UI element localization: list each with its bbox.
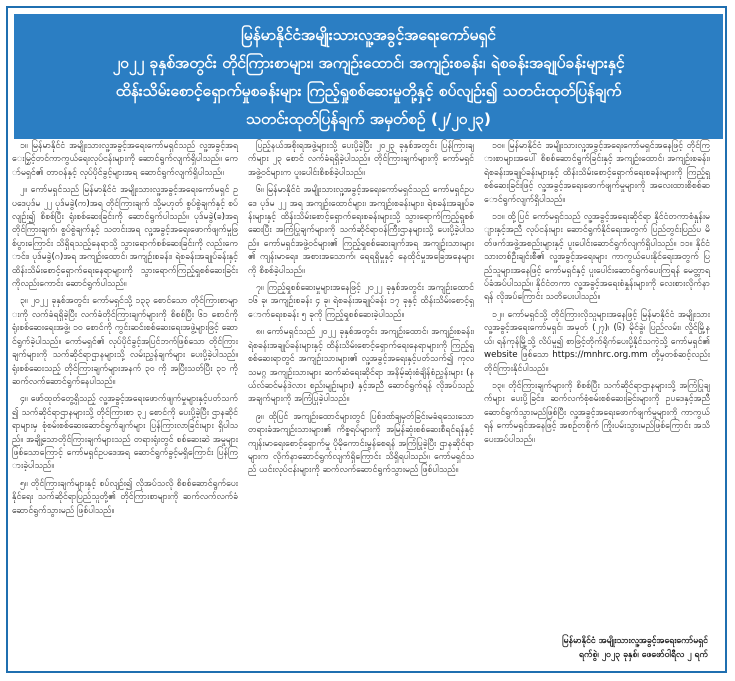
paragraph: ၂။ ကော်မရှင်သည် မြန်မာနိုင်ငံ အမျိုးသားလူ့အခွင့်အရေးကော်မရှင် ဥပဒေပုဒ်မ ၂၂ ပုဒ်မခွဲ(က)အရ တိုင်ကြားချက် သို့မဟုတ် စွပ်စွဲချက်နှင့် စပ်လျဉ်း၍ စိစစ်ပြီး ရုံးစစ်ဆေးခြင်းကို ဆောင်ရွက်ပါသည်။ ပုဒ်မခွဲ(ခ)အရ တိုင်ကြားချက်၊ စွပ်စွဲချက်နှင့် သတင်းအရ လူ့အခွင့်အရေးဖောက်ဖျက်မှုဖြစ်ပွားကြောင်း သိရှိရသည့်နေရာသို့ သွားရောက်စစ်ဆေးခြင်းကို လည်းကောင်း၊ ပုဒ်မခွဲ(ဂ)အရ အကျဉ်းထောင်၊ အကျဉ်းစခန်း၊ ရဲစခန်းအချုပ်ခန်းနှင့် ထိန်းသိမ်းစောင့်ရှောက်ရေးနေရာများကို သွားရောက်ကြည့်ရှုစစ်ဆေးခြင်းကိုလည်းကောင်း ဆောင်ရွက်ပါသည်။ <box>12 185 238 290</box>
paragraph: ၁၀။ မြန်မာနိုင်ငံ အမျိုးသားလူ့အခွင့်အရေးကော်မရှင်အနေဖြင့် တိုင်ကြားစာများအပေါ် စိစစ်ဆောင်ရွက်ခြင်းနှင့် အကျဉ်းထောင်၊ အကျဉ်းစခန်း၊ ရဲစခန်းအချုပ်ခန်းများနှင့် ထိန်းသိမ်းစောင့်ရှောက်ရေးစခန်းများကို ကြည့်ရှုစစ်ဆေးခြင်းဖြင့် လူ့အခွင့်အရေးဖောက်ဖျက်မှုများကို အလေးထားစိစစ်ဆောင်ရွက်လျက်ရှိပါသည်။ <box>484 141 710 205</box>
paragraph: ၄။ ဖော်ထုတ်တွေ့ရှိသည့် လူ့အခွင့်အရေးဖောက်ဖျက်မှုများနှင့်ပတ်သက်၍ သက်ဆိုင်ရာဌာနများသို့ တိုင်ကြားစာ ၃၂ စောင်ကို ပေးပို့ခဲ့ပြီး ဌာနဆိုင်ရာများမှ စုံစမ်းစစ်ဆေးဆောင်ရွက်ချက်များ ပြန်ကြားလာခြင်းများ ရှိပါသည်။ အချို့သောတိုင်ကြားချက်များသည် တရားရုံးတွင် စစ်ဆေးဆဲ အမှုများဖြစ်သောကြောင့် ကော်မရှင်ဥပဒေအရ ဆောင်ရွက်ခွင့်မရှိကြောင်း ပြန်ကြားခဲ့ပါသည်။ <box>12 394 238 472</box>
paragraph: ၁၂။ ကော်မရှင်သို့ တိုင်ကြားလိုသူများအနေဖြင့် မြန်မာနိုင်ငံ အမျိုးသားလူ့အခွင့်အရေးကော်မရှင်၊ အမှတ် (၂၇)၊ (၆) မိုင်ခွဲ၊ ပြည်လမ်း၊ လှိုင်မြို့နယ်၊ ရန်ကုန်မြို့သို့ လိပ်မူ၍ စာဖြင့်တိုက်ရိုက်ပေးပို့နိုင်သကဲ့သို့ ကော်မရှင်၏ website ဖြစ်သော https://mnhrc.org.mm တို့မှတစ်ဆင့်လည်း တိုင်ကြားနိုင်ပါသည်။ <box>484 309 710 374</box>
paragraph: ပြည့်နယ်အစိုးရအဖွဲ့များသို့ ပေးပို့ခဲ့ပြီး ၂၀၂၃ ခုနှစ်အတွင်း ပြန်ကြားချက်များ ၂၃ စောင် လက်ခံရရှိခဲ့ပါသည်။ တိုင်ကြားချက်များကို ကော်မရှင်အဖွဲ့ဝင်များက ပူးပေါင်းစိစစ်ခဲ့ပါသည်။ <box>248 141 474 178</box>
header-line-2: ၂၀၂၂ ခုနှစ်အတွင်း တိုင်ကြားစာများ၊ အကျဉ်းထောင်၊ အကျဉ်းစခန်း၊ ရဲစခန်းအချုပ်ခန်းများနှင့် <box>112 54 625 72</box>
signature-block <box>482 634 708 662</box>
paragraph: ၇။ ကြည့်ရှုစစ်ဆေးမှုများအနေဖြင့် ၂၀၂၂ ခုနှစ်အတွင်း အကျဉ်းထောင် ၁၆ ခု၊ အကျဉ်းစခန်း ၄ ခု၊ ရဲစခန်းအချုပ်ခန်း ၁၇ ခုနှင့် ထိန်းသိမ်းစောင့်ရှောက်ရေးစခန်း ၅ ခုကို ကြည့်ရှုစစ်ဆေးခဲ့ပါသည်။ <box>248 283 474 320</box>
press-release-body <box>12 140 711 664</box>
header-line-3: ထိန်းသိမ်းစောင့်ရှောက်မှုစခန်းများ ကြည့်ရှုစစ်ဆေးမှုတို့နှင့် စပ်လျဉ်း၍ သတင်းထုတ်ပြန်ချက် <box>115 82 622 100</box>
paragraph: ၁။ မြန်မာနိုင်ငံ အမျိုးသားလူ့အခွင့်အရေးကော်မရှင်သည် လူ့အခွင့်အရေးမြှင့်တင်ကာကွယ်ရေးလုပ်ငန်းများကို ဆောင်ရွက်လျက်ရှိပါသည်။ ကော်မရှင်၏ တာဝန်နှင့် လုပ်ပိုင်ခွင့်များအရ ဆောင်ရွက်လျက်ရှိပါသည်။ <box>12 141 238 178</box>
paragraph: ၁၃။ တိုင်ကြားချက်များကို စိစစ်ပြီး သက်ဆိုင်ရာဌာနများသို့ အကြံပြုချက်များ ပေးပို့ခြင်း၊ ဆက်လက်စုံစမ်းစစ်ဆေးခြင်းများကို ဥပဒေနှင့်အညီ ဆောင်ရွက်သွားမည်ဖြစ်ပြီး လူ့အခွင့်အရေးဖောက်ဖျက်မှုများကို ကာကွယ်ရန် ကော်မရှင်အနေဖြင့် အစဉ်တစိုက် ကြိုးပမ်းသွားမည်ဖြစ်ကြောင်း အသိပေးအပ်ပါသည်။ <box>484 380 710 445</box>
text-column-2 <box>248 140 474 664</box>
signature-date: ရက်စွဲ၊ ၂၀၂၃ ခုနှစ်၊ ဖေဖော်ဝါရီလ ၂ ရက် <box>578 650 708 660</box>
paragraph: ၁၁။ ထို့ပြင် ကော်မရှင်သည် လူ့အခွင့်အရေးဆိုင်ရာ နိုင်ငံတကာစံနှုန်းများနှင့်အညီ လုပ်ငန်းများ ဆောင်ရွက်နိုင်ရေးအတွက် ပြည်တွင်းပြည်ပ မိတ်ဖက်အဖွဲ့အစည်းများနှင့် ပူးပေါင်းဆောင်ရွက်လျက်ရှိပါသည်။ ၁၁။ နိုင်ငံသားတစ်ဦးချင်းစီ၏ လူ့အခွင့်အရေးများ ကာကွယ်ပေးနိုင်ရေးအတွက် ပြည်သူများအနေဖြင့် ကော်မရှင်နှင့် ပူးပေါင်းဆောင်ရွက်ပေးကြရန် မေတ္တာရပ်ခံအပ်ပါသည်။ နိုင်ငံတကာ လူ့အခွင့်အရေးစံနှုန်းများကို လေးစားလိုက်နာရန် လိုအပ်ကြောင်း သတိပေးပါသည်။ <box>484 212 710 303</box>
signature-org: မြန်မာနိုင်ငံ အမျိုးသားလူ့အခွင့်အရေးကော်မရှင် <box>562 636 708 646</box>
paragraph: ၅။ တိုင်ကြားချက်များနှင့် စပ်လျဉ်း၍ လိုအပ်သလို စိစစ်ဆောင်ရွက်ပေးနိုင်ရေး သက်ဆိုင်ရာပြည်သူတို့၏ တိုင်ကြားစာများကို ဆက်လက်လက်ခံဆောင်ရွက်သွားမည် ဖြစ်ပါသည်။ <box>12 478 238 516</box>
header-line-4: သတင်းထုတ်ပြန်ချက် အမှတ်စဉ် (၂/၂၀၂၃) <box>246 110 491 128</box>
paragraph: ၆။ မြန်မာနိုင်ငံ အမျိုးသားလူ့အခွင့်အရေးကော်မရှင်သည် ကော်မရှင်ဥပဒေ ပုဒ်မ ၂၂ အရ အကျဉ်းထောင်များ၊ အကျဉ်းစခန်းများ၊ ရဲစခန်းအချုပ်ခန်းများနှင့် ထိန်းသိမ်းစောင့်ရှောက်ရေးစခန်းများသို့ သွားရောက်ကြည့်ရှုစစ်ဆေးပြီး အကြံပြုချက်များကို သက်ဆိုင်ရာဝန်ကြီးဌာနများသို့ ပေးပို့ခဲ့ပါသည်။ ကော်မရှင်အဖွဲ့ဝင်များ၏ ကြည့်ရှုစစ်ဆေးချက်အရ အကျဉ်းသားများ၏ ကျန်းမာရေး၊ အစားအသောက်၊ ရေရရှိမှုနှင့် နေထိုင်မှုအခြေအနေများကို စိစစ်ခဲ့ပါသည်။ <box>248 185 474 276</box>
paragraph: ၃။ ၂၀၂၂ ခုနှစ်အတွင်း ကော်မရှင်သို့ ၁၃၃ စောင်သော တိုင်ကြားစာများကို လက်ခံရရှိခဲ့ပြီး လက်ခံတိုင်ကြားချက်များကို စိစစ်ပြီး ၆၁ စောင်ကို ရုံးစစ်ဆေးရေးအဖွဲ့၊ ၁၀ စောင်ကို ကွင်းဆင်းစစ်ဆေးရေးအဖွဲ့များဖြင့် ဆောင်ရွက်ခဲ့ပါသည်။ ကော်မရှင်၏ လုပ်ပိုင်ခွင့်အပြင်ဘက်ဖြစ်သော တိုင်ကြားချက်များကို သက်ဆိုင်ရာဌာနများသို့ လမ်းညွှန်ချက်များ ပေးပို့ခဲ့ပါသည်။ ရုံးစစ်ဆေးသည့် တိုင်ကြားချက်များအနက် ၃၀ ကို အပြီးသတ်ပြီး ၃၁ ကို ဆက်လက်ဆောင်ရွက်နေပါသည်။ <box>12 296 238 387</box>
paragraph: ၈။ ကော်မရှင်သည် ၂၀၂၂ ခုနှစ်အတွင်း အကျဉ်းထောင်၊ အကျဉ်းစခန်း၊ ရဲစခန်းအချုပ်ခန်းများနှင့် ထိန်းသိမ်းစောင့်ရှောက်ရေးနေရာများကို ကြည့်ရှုစစ်ဆေးရာတွင် အကျဉ်းသားများ၏ လူ့အခွင့်အရေးနှင့်ပတ်သက်၍ ကုလသမဂ္ဂ အကျဉ်းသားများ ဆက်ဆံရေးဆိုင်ရာ အနိမ့်ဆုံးစံချိန်စံညွှန်းများ (နယ်လ်ဆင်မန်ဒဲလား စည်းမျဉ်းများ) နှင့်အညီ ဆောင်ရွက်ရန် လိုအပ်သည့်အချက်များကို အကြံပြုခဲ့ပါသည်။ <box>248 327 474 405</box>
text-column-3 <box>484 140 710 664</box>
press-release-header <box>14 14 723 139</box>
paragraph: ၉။ ထိုပြင် အကျဉ်းထောင်များတွင် ပြစ်ဒဏ်ချမှတ်ခြင်းမခံရသေးသော တရားခံအကျဉ်းသားများ၏ ကိစ္စရပ်များကို အမြန်ဆုံးစစ်ဆေးစီရင်ရန်နှင့် ကျန်းမာရေးစောင့်ရှောက်မှု ပိုမိုကောင်းမွန်စေရန် အကြံပြုခဲ့ပြီး ဌာနဆိုင်ရာများက လိုက်နာဆောင်ရွက်လျက်ရှိကြောင်း သိရှိရပါသည်။ ကော်မရှင်သည် ယင်းလုပ်ငန်းများကို ဆက်လက်ဆောင်ရွက်သွားမည် ဖြစ်ပါသည်။ <box>248 411 474 476</box>
text-column-1 <box>12 140 238 664</box>
header-line-1: မြန်မာနိုင်ငံအမျိုးသားလူ့အခွင့်အရေးကော်မရှင် <box>241 26 496 44</box>
